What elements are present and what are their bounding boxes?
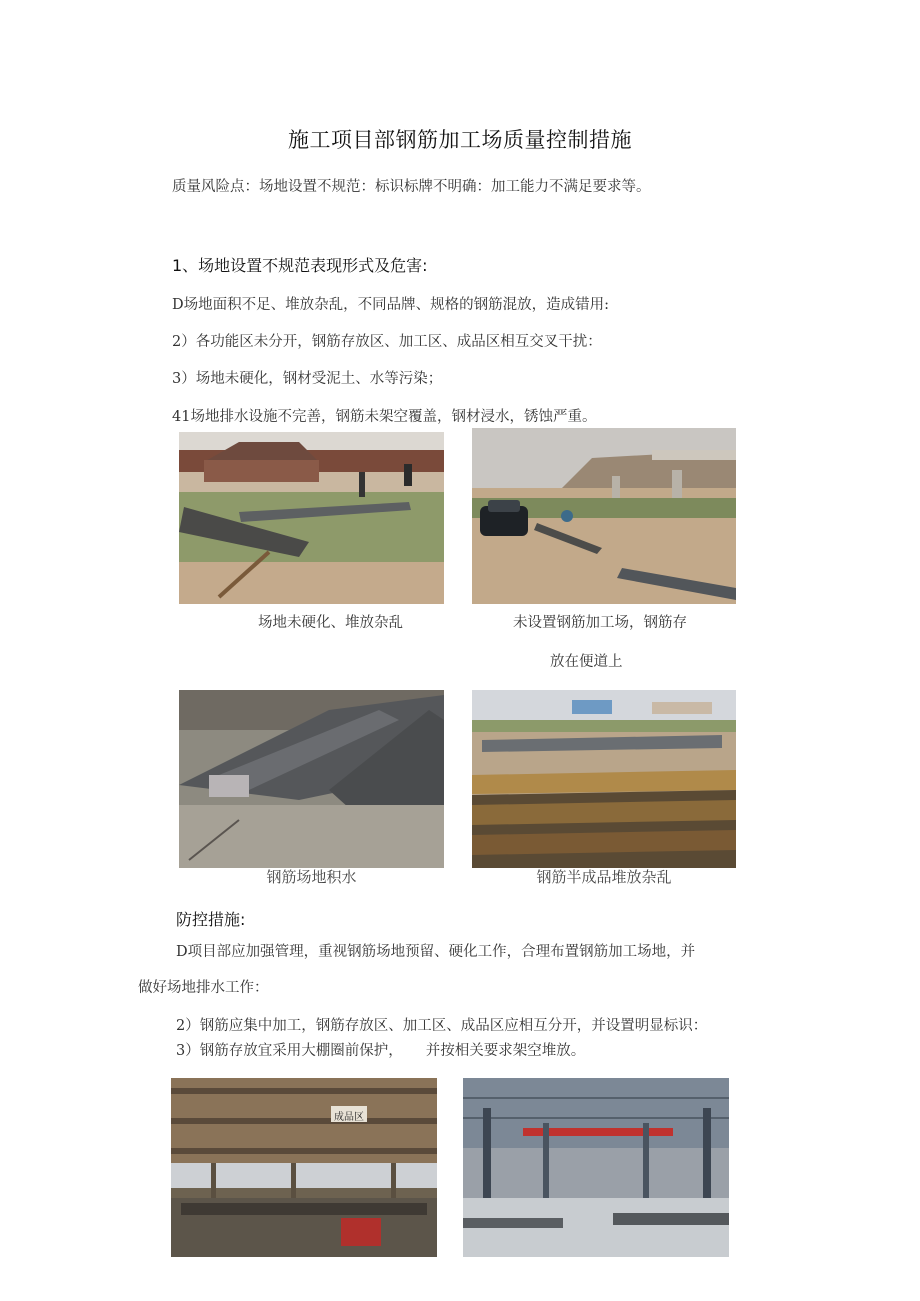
caption-rebar-on-road-line1: 未设置钢筋加工场，钢筋存 xyxy=(513,615,687,631)
measures-heading: 防控措施: xyxy=(176,910,246,929)
photo-steel-workshop xyxy=(463,1078,729,1257)
photo-covered-storage-shed xyxy=(171,1078,437,1257)
section1-item-2: 2）各功能区未分开，钢筋存放区、加工区、成品区相互交叉干扰： xyxy=(172,334,602,350)
caption-rebar-on-road-line2: 放在便道上 xyxy=(550,654,623,670)
caption-waterlogged-site: 钢筋场地积水 xyxy=(266,868,357,886)
caption-semi-finished-rebar: 钢筋半成品堆放杂乱 xyxy=(536,868,672,886)
measure-item-1-line2: 做好场地排水工作： xyxy=(138,980,269,996)
page-title: 施工项目部钢筋加工场质量控制措施 xyxy=(288,128,632,152)
measure-item-1-line1: D项目部应加强管理，重视钢筋场地预留、硬化工作，合理布置钢筋加工场地，并 xyxy=(176,944,696,960)
photo-rebar-on-road xyxy=(472,428,736,604)
section1-heading: 1、场地设置不规范表现形式及危害: xyxy=(172,256,428,275)
section1-item-3: 3）场地未硬化，钢材受泥土、水等污染； xyxy=(172,371,443,387)
risk-points: 质量风险点：场地设置不规范：标识标牌不明确：加工能力不满足要求等。 xyxy=(172,179,651,195)
photo-unhardened-site xyxy=(179,432,444,604)
photo-waterlogged-site xyxy=(179,690,444,868)
measure-item-3: 3）钢筋存放宜采用大棚圈前保护， 并按相关要求架空堆放。 xyxy=(176,1043,586,1059)
finished-goods-sign: 成品区 xyxy=(334,1112,364,1123)
section1-item-1: D场地面积不足、堆放杂乱，不同品牌、规格的钢筋混放，造成错用: xyxy=(172,297,610,313)
measure-item-2: 2）钢筋应集中加工，钢筋存放区、加工区、成品区应相互分开，并设置明显标识： xyxy=(176,1018,708,1034)
photo-semi-finished-rebar xyxy=(472,690,736,868)
section1-item-4: 41场地排水设施不完善，钢筋未架空覆盖，钢材浸水，锈蚀严重。 xyxy=(172,409,597,425)
caption-unhardened-site: 场地未硬化、堆放杂乱 xyxy=(258,615,403,631)
